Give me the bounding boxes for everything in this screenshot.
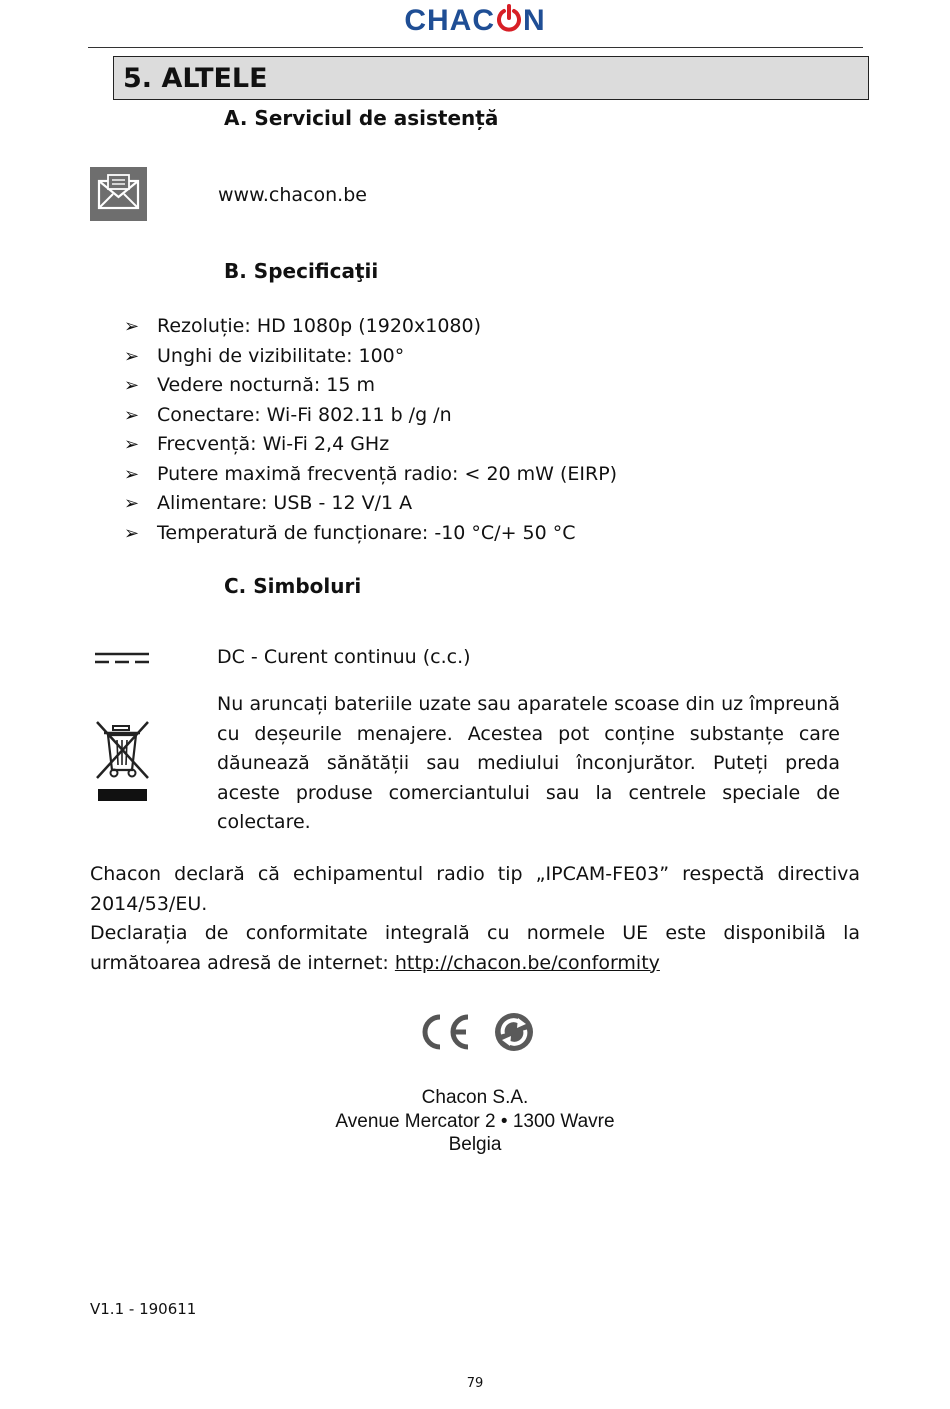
company-address [0,1086,950,1157]
power-o-icon [495,4,523,34]
spec-item: ➢ Conectare: Wi-Fi 802.11 b /g /n [124,401,824,431]
recycle-green-dot-icon [494,1012,534,1056]
spec-item: ➢ Rezoluție: HD 1080p (1920x1080) [124,312,824,342]
spec-item: ➢ Temperatură de funcționare: -10 °C/+ 50 °C [124,519,824,549]
specs-heading: B. Specificaţii [224,259,379,283]
arrow-bullet-icon: ➢ [124,404,140,426]
weee-crossed-bin-icon [94,720,152,808]
logo-text-end: N [523,4,546,37]
symbols-heading: C. Simboluri [224,574,362,598]
arrow-bullet-icon: ➢ [124,345,140,367]
spec-item: ➢ Alimentare: USB - 12 V/1 A [124,489,824,519]
declaration-line-1: Chacon declară că echipamentul radio tip „IPCAM-FE03” respectă directiva 2014/53/EU. [90,863,860,915]
declaration [90,860,860,978]
section-title: 5. ALTELE [123,63,268,94]
chacon-logo [0,4,950,38]
email-icon [90,167,147,221]
arrow-bullet-icon: ➢ [124,375,140,396]
page-number: 79 [466,1376,484,1391]
arrow-bullet-icon: ➢ [124,434,140,455]
conformity-link[interactable]: http://chacon.be/conformity [394,951,660,974]
ce-mark [418,1013,472,1055]
spec-item: ➢ Frecvență: Wi-Fi 2,4 GHz [124,430,824,460]
arrow-bullet-icon: ➢ [124,463,140,485]
arrow-bullet-icon: ➢ [124,522,140,544]
ce-mark-graphic [418,1013,472,1051]
document-version: V1.1 - 190611 [90,1300,197,1318]
arrow-bullet-icon: ➢ [124,493,140,514]
weee-text: Nu aruncați bateriile uzate sau aparatele scoase din uz împreună cu deșeurile menajere. Acestea pot conține substanțe care dăunează sănătății sau mediului înconjurător. Puteți preda aceste produse comerciantului sau la centrele speciale de colectare. [217,693,840,833]
declaration-line-2: Declarația de conformitate integrală cu normele UE este disponibilă la următoarea adresă de internet: http://chacon.be/conformity [90,922,860,974]
spec-item: ➢ Putere maximă frecvență radio: < 20 mW (EIRP) [124,460,824,490]
spec-item: ➢ Unghi de vizibilitate: 100° [124,342,824,372]
spec-item: ➢ Vedere nocturnă: 15 m [124,371,824,401]
logo-text-start: CHAC [404,4,495,37]
company-country: Belgia [448,1134,502,1155]
company-street: Avenue Mercator 2 • 1300 Wavre [335,1110,615,1132]
dc-symbol-icon [95,650,149,670]
arrow-bullet-icon: ➢ [124,316,140,337]
company-name: Chacon S.A. [421,1087,529,1108]
support-heading: A. Serviciul de asistență [224,106,499,130]
specs-list [124,312,824,548]
dc-text: DC - Curent continuu (c.c.) [217,646,471,668]
header-rule [88,47,863,48]
support-website[interactable]: www.chacon.be [218,184,367,206]
